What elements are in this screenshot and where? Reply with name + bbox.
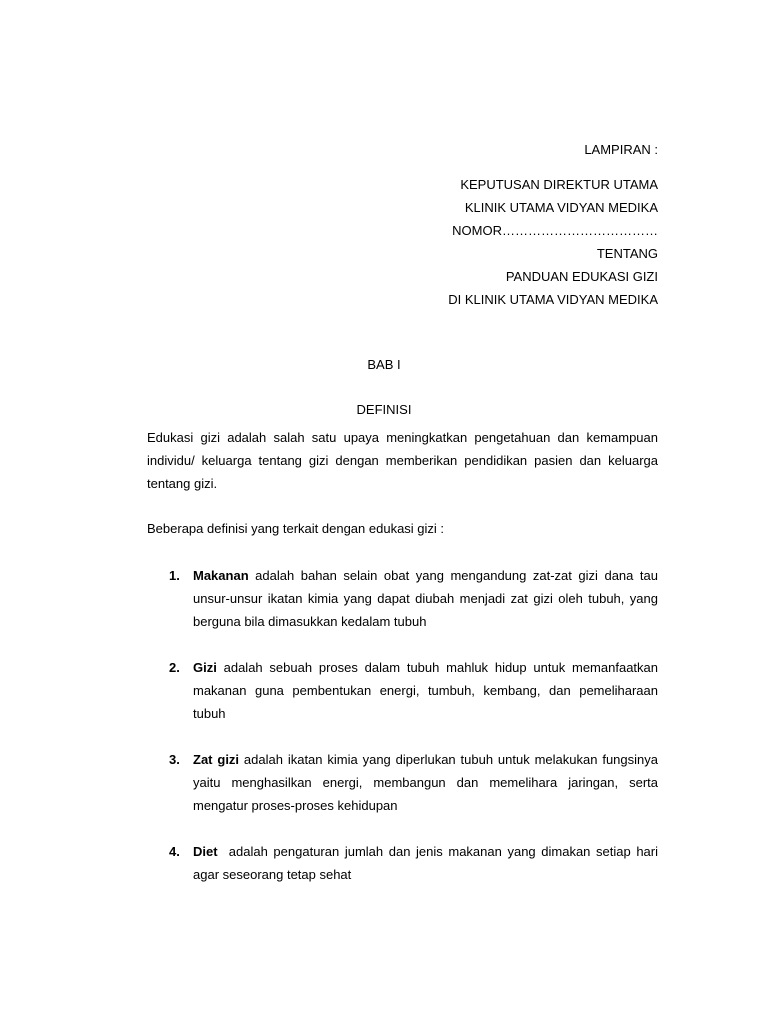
definitions-list bbox=[147, 564, 662, 909]
item-term: Diet bbox=[193, 844, 218, 859]
item-term: Makanan bbox=[193, 568, 249, 583]
item-description: adalah ikatan kimia yang diperlukan tubuh untuk melakukan fungsinya yaitu menghasilkan energi, membangun dan memelihara jaringan, serta mengatur proses-proses kehidupan bbox=[193, 752, 658, 813]
intro-paragraph: Edukasi gizi adalah salah satu upaya meningkatkan pengetahuan dan kemampuan individu/ keluarga tentang gizi dengan memberikan pendidikan pasien dan keluarga tentang gizi. bbox=[147, 430, 658, 491]
guide-title: PANDUAN EDUKASI GIZI bbox=[505, 269, 658, 284]
decree-number: NOMOR……………………………… bbox=[452, 223, 658, 238]
item-description: adalah bahan selain obat yang mengandung zat-zat gizi dana tau unsur-unsur ikatan kimia yang dapat diubah menjadi zat gizi oleh tubuh, yang berguna bila dimasukkan kedalam tubuh bbox=[193, 568, 658, 629]
item-term: Gizi bbox=[193, 660, 217, 675]
list-item bbox=[147, 656, 658, 725]
list-item bbox=[147, 748, 658, 817]
chapter-title: DEFINISI bbox=[356, 402, 412, 417]
chapter-number: BAB I bbox=[367, 357, 401, 372]
item-number: 2. bbox=[169, 660, 180, 675]
item-number: 4. bbox=[169, 844, 180, 859]
item-number: 1. bbox=[169, 568, 180, 583]
item-description: adalah pengaturan jumlah dan jenis makanan yang dimakan setiap hari agar seseorang tetap sehat bbox=[193, 844, 662, 882]
attachment-header bbox=[448, 138, 658, 311]
about-label: TENTANG bbox=[596, 246, 658, 261]
clinic-name: KLINIK UTAMA VIDYAN MEDIKA bbox=[464, 200, 658, 215]
definitions-lead: Beberapa definisi yang terkait dengan edukasi gizi : bbox=[147, 521, 445, 536]
decree-title: KEPUTUSAN DIREKTUR UTAMA bbox=[460, 177, 658, 192]
item-description: adalah sebuah proses dalam tubuh mahluk hidup untuk memanfaatkan makanan guna pembentukan energi, tumbuh, kembang, dan pemeliharaan tubuh bbox=[193, 660, 658, 721]
item-term: Zat gizi bbox=[193, 752, 240, 767]
item-number: 3. bbox=[169, 752, 180, 767]
list-item bbox=[147, 840, 662, 886]
attachment-label: LAMPIRAN : bbox=[584, 142, 658, 157]
guide-location: DI KLINIK UTAMA VIDYAN MEDIKA bbox=[448, 292, 658, 307]
list-item bbox=[147, 564, 658, 633]
